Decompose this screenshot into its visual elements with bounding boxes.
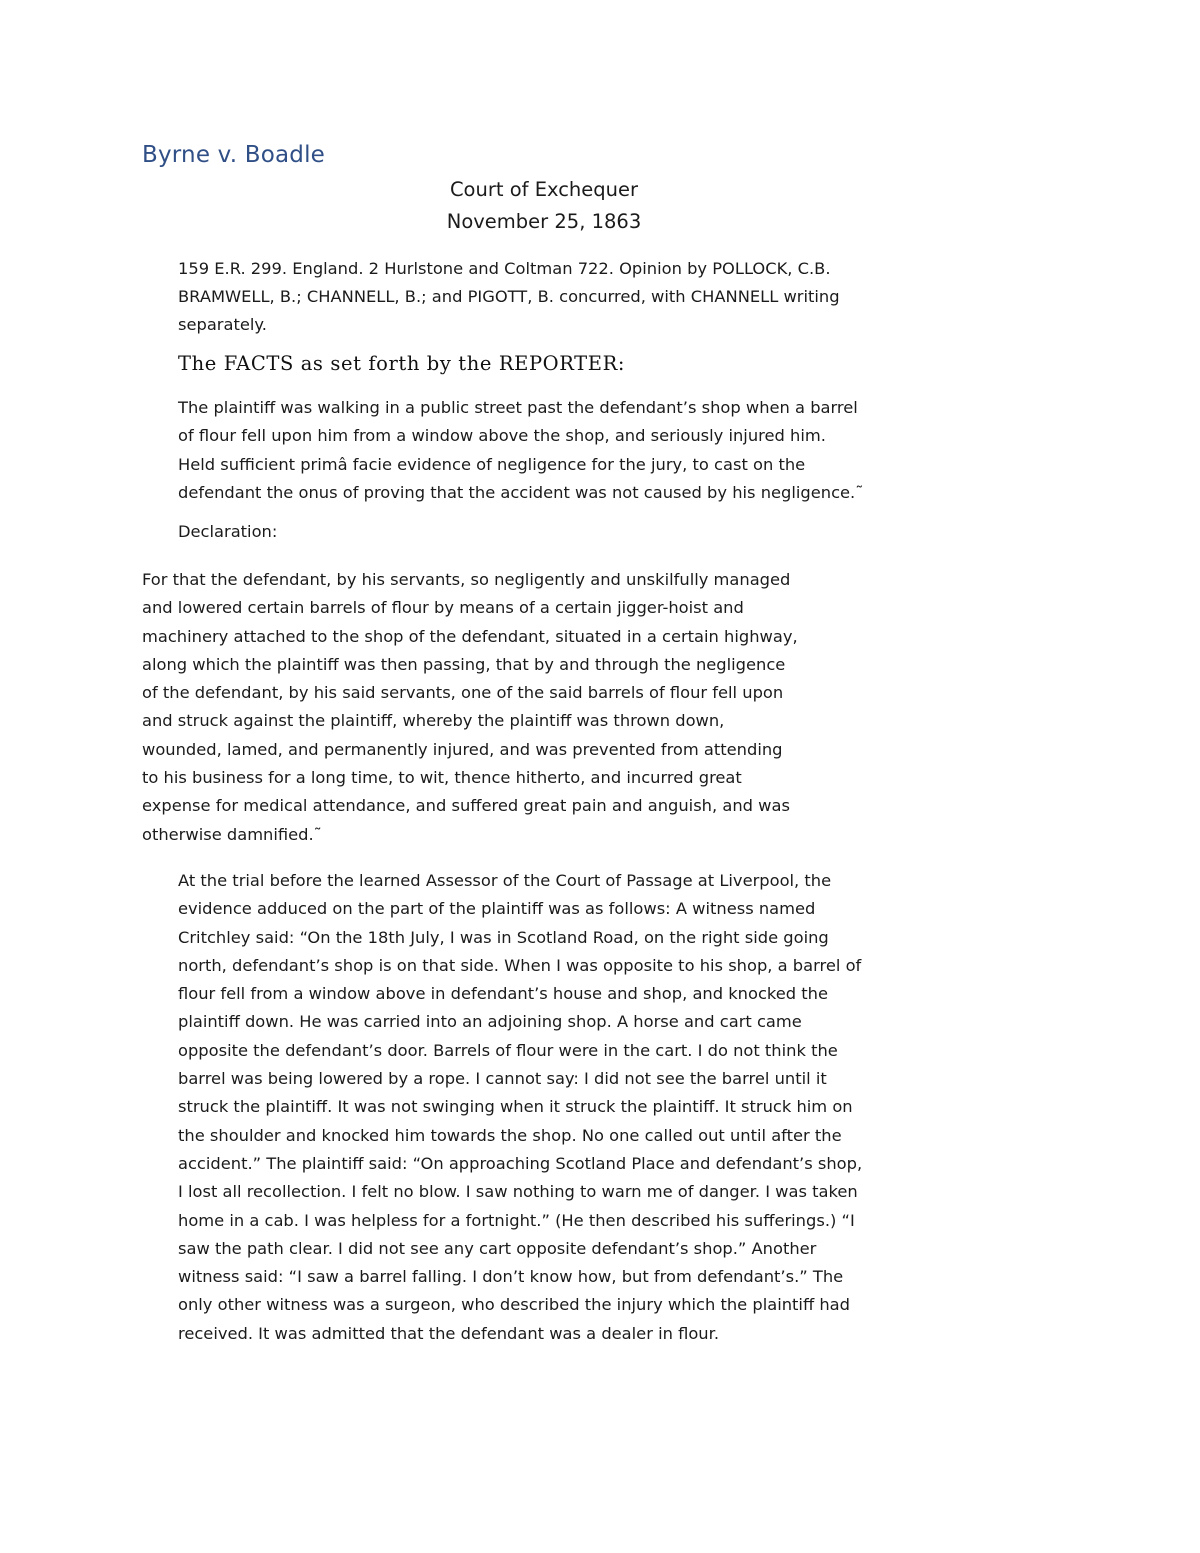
- trial-line: struck the plaintiff. It was not swinging when it struck the plaintiff. It struck him on: [178, 1097, 853, 1117]
- trial-line: the shoulder and knocked him towards the shop. No one called out until after the: [178, 1125, 842, 1145]
- trial-line: received. It was admitted that the defendant was a dealer in flour.: [178, 1323, 719, 1343]
- facts-line: Held sufficient primâ facie evidence of negligence for the jury, to cast on the: [178, 454, 806, 474]
- citation-paragraph: [178, 255, 918, 339]
- trial-line: home in a cab. I was helpless for a fortnight.” (He then described his sufferings.) “I: [178, 1210, 855, 1230]
- facts-line: The plaintiff was walking in a public street past the defendant’s shop when a barrel: [178, 398, 858, 417]
- declaration-line: to his business for a long time, to wit, thence hitherto, and incurred great: [142, 768, 742, 788]
- declaration-line: and struck against the plaintiff, whereby the plaintiff was thrown down,: [142, 711, 725, 731]
- trial-line: evidence adduced on the part of the plaintiff was as follows: A witness named: [178, 899, 816, 919]
- trial-line: At the trial before the learned Assessor of the Court of Passage at Liverpool, the: [178, 871, 832, 890]
- trial-line: witness said: “I saw a barrel falling. I don’t know how, but from defendant’s.” The: [178, 1267, 844, 1287]
- declaration-line: wounded, lamed, and permanently injured, and was prevented from attending: [142, 739, 783, 759]
- facts-paragraph: [178, 394, 928, 507]
- facts-line: of flour fell upon him from a window above the shop, and seriously injured him.: [178, 426, 826, 446]
- trial-line: opposite the defendant’s door. Barrels of flour were in the cart. I do not think the: [178, 1040, 838, 1060]
- declaration-line: of the defendant, by his said servants, one of the said barrels of flour fell upon: [142, 683, 784, 703]
- declaration-label: Declaration:: [178, 522, 278, 541]
- trial-line: plaintiff down. He was carried into an adjoining shop. A horse and cart came: [178, 1012, 802, 1032]
- decision-date: November 25, 1863: [446, 210, 642, 233]
- trial-line: only other witness was a surgeon, who described the injury which the plaintiff had: [178, 1295, 850, 1315]
- case-title: Byrne v. Boadle: [142, 142, 326, 168]
- court-name: Court of Exchequer: [449, 178, 639, 201]
- declaration-line: expense for medical attendance, and suffered great pain and anguish, and was: [142, 796, 790, 816]
- trial-line: I lost all recollection. I felt no blow. I saw nothing to warn me of danger. I was taken: [178, 1182, 858, 1202]
- facts-heading: The FACTS as set forth by the REPORTER:: [178, 352, 626, 375]
- trial-line: north, defendant’s shop is on that side. When I was opposite to his shop, a barrel of: [178, 955, 862, 975]
- trial-line: barrel was being lowered by a rope. I cannot say: I did not see the barrel until it: [178, 1069, 827, 1089]
- declaration-line: and lowered certain barrels of flour by means of a certain jigger-hoist and: [142, 598, 744, 618]
- facts-line: defendant the onus of proving that the accident was not caused by his negligence.˜: [178, 482, 864, 502]
- declaration-line: otherwise damnified.˜: [142, 824, 322, 844]
- declaration-paragraph: [142, 566, 862, 849]
- citation-line: BRAMWELL, B.; CHANNELL, B.; and PIGOTT, B. concurred, with CHANNELL writing: [178, 287, 840, 306]
- trial-paragraph: [178, 867, 923, 1348]
- trial-line: flour fell from a window above in defendant’s house and shop, and knocked the: [178, 984, 829, 1004]
- declaration-line: For that the defendant, by his servants, so negligently and unskilfully managed: [142, 570, 791, 589]
- declaration-line: along which the plaintiff was then passing, that by and through the negligence: [142, 654, 786, 674]
- citation-line: 159 E.R. 299. England. 2 Hurlstone and Coltman 722. Opinion by POLLOCK, C.B.: [178, 259, 831, 278]
- trial-line: Critchley said: “On the 18th July, I was in Scotland Road, on the right side going: [178, 927, 829, 947]
- trial-line: saw the path clear. I did not see any cart opposite defendant’s shop.” Another: [178, 1238, 817, 1258]
- trial-line: accident.” The plaintiff said: “On approaching Scotland Place and defendant’s shop,: [178, 1153, 863, 1173]
- citation-line: separately.: [178, 315, 267, 334]
- declaration-line: machinery attached to the shop of the defendant, situated in a certain highway,: [142, 626, 798, 646]
